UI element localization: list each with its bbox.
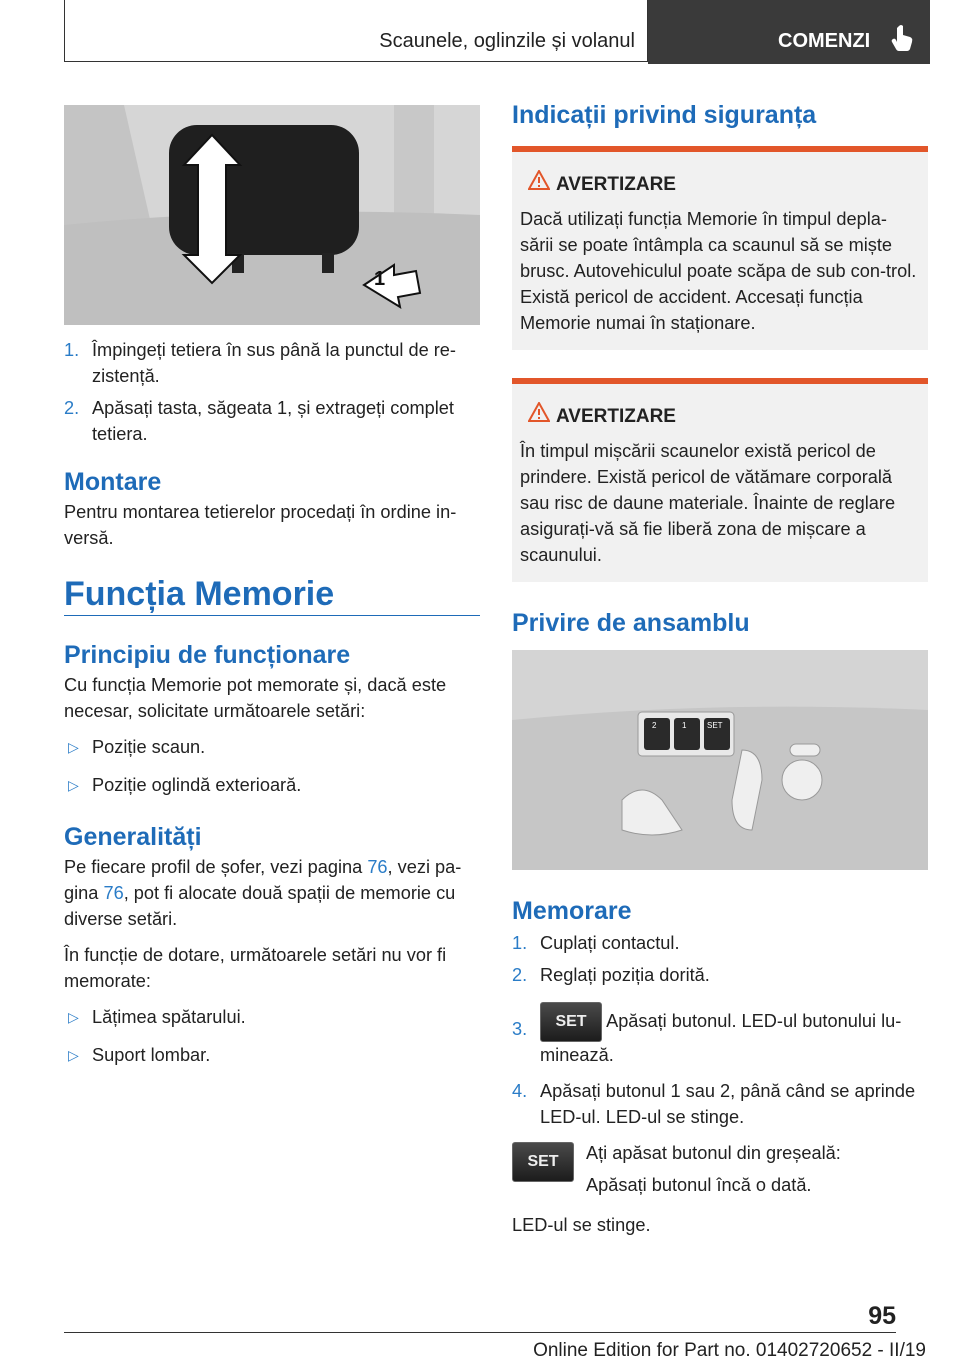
memorare-heading: Memorare (512, 897, 632, 925)
final-text: LED-ul se stinge. (512, 1215, 651, 1235)
tab-comenzi[interactable] (648, 0, 930, 64)
list-item: 2. Apăsați tasta, săgeata 1, și extrageți complet tetiera. (64, 398, 454, 444)
triangle-bullet-icon: ▷ (68, 739, 79, 755)
generalitati-heading: Generalități (64, 823, 202, 851)
overview-heading: Privire de ansamblu (512, 609, 750, 637)
memory-button-1-label: 1 (682, 721, 687, 730)
removal-steps (64, 337, 480, 447)
memorie-heading: Funcția Memorie (64, 581, 480, 616)
left-column (64, 105, 480, 1074)
set-button-label: SET (707, 721, 723, 730)
general-list (64, 1004, 480, 1068)
principiu-heading: Principiu de funcționare (64, 641, 351, 669)
pointing-hand-icon (890, 24, 916, 52)
edition-text: Online Edition for Part no. 01402720652 - II/19 (533, 1340, 926, 1361)
headrest-illustration (64, 105, 480, 325)
seat-controls-illustration (512, 650, 928, 870)
warning-text: Dacă utilizați funcția Memorie în timpul depla-sării se poate întâmpla ca scaunul să se miște brusc. Autovehiculul poate scăpa de sub con-trol. Există pericol de accident. Accesați funcția Memorie numai în staționare. (520, 209, 917, 333)
footer-divider (64, 1332, 896, 1333)
list-item: 1. Cuplați contactul. (512, 933, 680, 953)
headrest-photo (64, 105, 480, 325)
montare-text: Pentru montarea tetierelor procedați în ordine in-versă. (64, 502, 457, 548)
warning-box: AVERTIZARE În timpul mișcării scaunelor există pericol de prindere. Există pericol de vătămare corporală sau risc de daune materiale. Înainte de reglare asigurați-vă să fie liberă zona de mișcare a scaunului. (512, 378, 928, 582)
set-button[interactable]: SET (512, 1142, 574, 1182)
page-ref-link[interactable]: 76 (367, 857, 388, 877)
seat-controls-photo (512, 650, 928, 870)
page-ref-link[interactable]: 76 (103, 883, 124, 903)
page-header (64, 0, 930, 64)
page-number: 95 (868, 1302, 896, 1330)
list-item: ▷ Lățimea spătarului. (64, 1004, 480, 1030)
list-item: 3. SET Apăsați butonul. LED-ul butonului lu-minează. (512, 1002, 928, 1068)
list-item: ▷ Suport lombar. (64, 1042, 480, 1068)
list-item: ▷ Poziție oglindă exterioară. (64, 772, 480, 798)
triangle-bullet-icon: ▷ (68, 1009, 79, 1025)
memory-button-2-label: 2 (652, 721, 657, 730)
triangle-bullet-icon: ▷ (68, 777, 79, 793)
principiu-list (64, 734, 480, 798)
set-button[interactable]: SET (540, 1002, 602, 1042)
warning-text: În timpul mișcării scaunelor există pericol de prindere. Există pericol de vătămare corporală sau risc de daune materiale. Înainte de reglare asigurați-vă să fie liberă zona de mișcare a scaunului. (520, 441, 896, 565)
list-item: 2. Reglați poziția dorită. (512, 965, 710, 985)
warning-triangle-icon (528, 170, 550, 190)
section-title: Scaunele, oglinzile și volanul (64, 0, 648, 62)
right-column (512, 102, 928, 1248)
safety-heading: Indicații privind siguranța (512, 101, 817, 129)
general-text: Pe fiecare profil de șofer, vezi pagina 76, vezi pa-gina 76, pot fi alocate două spații de memorie cu diverse setări. (64, 857, 462, 929)
list-item: 1. Împingeți tetiera în sus până la punctul de re-zistență. (64, 340, 456, 386)
list-item: ▷ Poziție scaun. (64, 734, 480, 760)
mistake-note: SET Ați apăsat butonul din greșeală: Apăsați butonul încă o dată. (512, 1140, 928, 1200)
warning-triangle-icon (528, 402, 550, 422)
callout-number: 1 (374, 268, 386, 290)
triangle-bullet-icon: ▷ (68, 1047, 79, 1063)
general-text-2: În funcție de dotare, următoarele setări nu vor fi memorate: (64, 945, 447, 991)
principiu-text: Cu funcția Memorie pot memorate și, dacă este necesar, solicitate următoarele setări: (64, 675, 447, 721)
warning-box: AVERTIZARE Dacă utilizați funcția Memorie în timpul depla-sării se poate întâmpla ca scaunul să se miște brusc. Autovehiculul poate scăpa de sub con-trol. Există pericol de accident. Accesați funcția Memorie numai în staționare. (512, 146, 928, 350)
tab-label: COMENZI (778, 30, 871, 52)
montare-heading: Montare (64, 468, 162, 496)
list-item: 4. Apăsați butonul 1 sau 2, până când se aprinde LED-ul. LED-ul se stinge. (512, 1081, 916, 1127)
memorare-steps (512, 930, 928, 1130)
